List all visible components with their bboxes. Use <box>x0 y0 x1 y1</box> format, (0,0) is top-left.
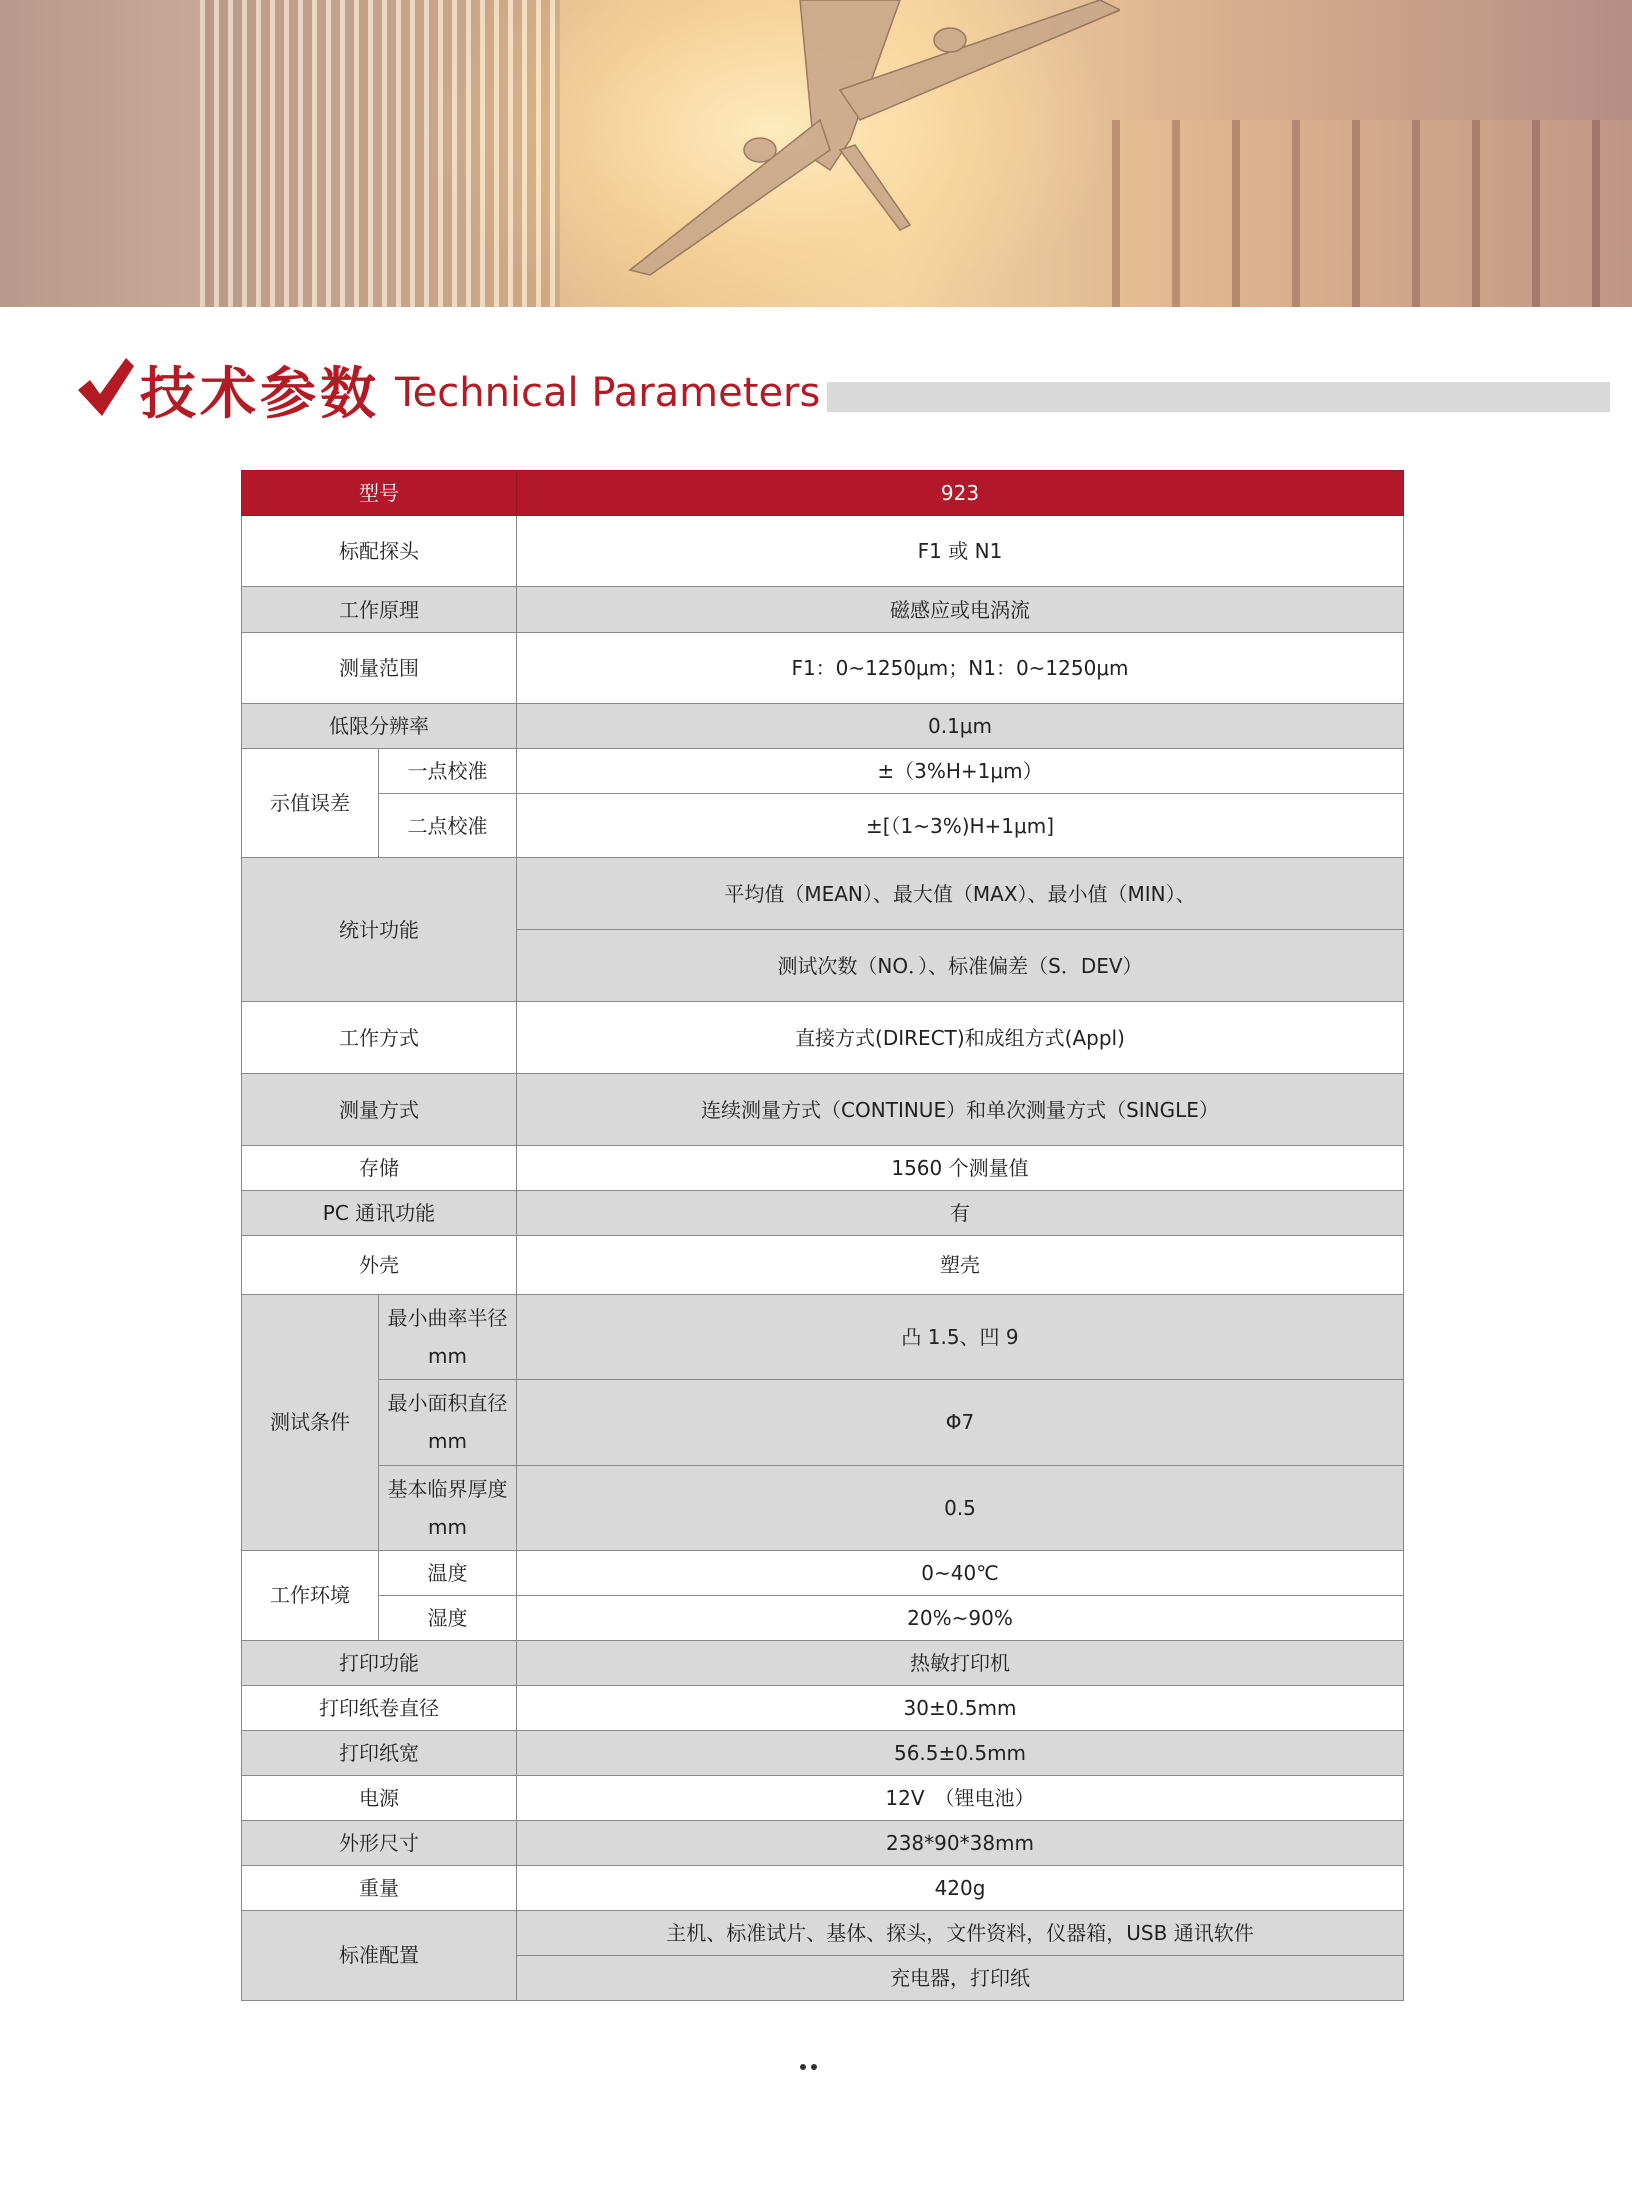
table-row <box>242 633 1404 704</box>
print-label: 打印功能 <box>242 1640 517 1685</box>
title-divider-bar <box>827 382 1610 412</box>
banner-container-stripes <box>200 0 560 307</box>
table-row <box>242 1775 1404 1820</box>
work-mode-value: 直接方式(DIRECT)和成组方式(Appl) <box>517 1002 1404 1074</box>
table-row <box>242 1191 1404 1236</box>
table-row <box>242 1865 1404 1910</box>
title-english: Technical Parameters <box>395 370 821 416</box>
pc-value: 有 <box>517 1191 1404 1236</box>
table-row <box>242 1074 1404 1146</box>
size-value: 238*90*38mm <box>517 1820 1404 1865</box>
temp-label: 温度 <box>379 1550 517 1595</box>
table-row <box>242 1465 1404 1550</box>
work-mode-label: 工作方式 <box>242 1002 517 1074</box>
error-one-label: 一点校准 <box>379 749 517 794</box>
weight-label: 重量 <box>242 1865 517 1910</box>
spec-table <box>241 470 1404 2001</box>
table-row <box>242 704 1404 749</box>
table-row <box>242 1730 1404 1775</box>
power-label: 电源 <box>242 1775 517 1820</box>
table-row <box>242 1236 1404 1295</box>
stats-label: 统计功能 <box>242 858 517 1002</box>
banner-port-cranes <box>1112 120 1632 307</box>
config-value-2: 充电器，打印纸 <box>517 1955 1404 2000</box>
pc-label: PC 通讯功能 <box>242 1191 517 1236</box>
stats-value-2: 测试次数（NO．）、标准偏差（S．DEV） <box>517 930 1404 1002</box>
header-banner-image <box>0 0 1632 307</box>
thick-value: 0.5 <box>517 1465 1404 1550</box>
probe-value: F1 或 N1 <box>517 516 1404 587</box>
area-value: Φ7 <box>517 1380 1404 1465</box>
config-value-1: 主机、标准试片、基体、探头，文件资料，仪器箱，USB 通讯软件 <box>517 1910 1404 1955</box>
area-label: 最小面积直径mm <box>379 1380 517 1465</box>
table-row <box>242 1380 1404 1465</box>
table-row <box>242 1640 1404 1685</box>
power-value: 12V （锂电池） <box>517 1775 1404 1820</box>
weight-value: 420g <box>517 1865 1404 1910</box>
storage-value: 1560 个测量值 <box>517 1146 1404 1191</box>
measure-mode-label: 测量方式 <box>242 1074 517 1146</box>
curv-value: 凸 1.5、凹 9 <box>517 1295 1404 1380</box>
probe-label: 标配探头 <box>242 516 517 587</box>
case-label: 外壳 <box>242 1236 517 1295</box>
resolution-label: 低限分辨率 <box>242 704 517 749</box>
model-label: 型号 <box>242 471 517 516</box>
paper-width-value: 56.5±0.5mm <box>517 1730 1404 1775</box>
table-row <box>242 1910 1404 1955</box>
table-row <box>242 1295 1404 1380</box>
error-label: 示值误差 <box>242 749 379 858</box>
print-value: 热敏打印机 <box>517 1640 1404 1685</box>
error-two-label: 二点校准 <box>379 794 517 858</box>
test-cond-label: 测试条件 <box>242 1295 379 1550</box>
airplane-icon <box>600 0 1120 300</box>
measure-mode-value: 连续测量方式（CONTINUE）和单次测量方式（SINGLE） <box>517 1074 1404 1146</box>
range-label: 测量范围 <box>242 633 517 704</box>
table-row <box>242 858 1404 930</box>
roll-value: 30±0.5mm <box>517 1685 1404 1730</box>
resolution-value: 0.1μm <box>517 704 1404 749</box>
env-label: 工作环境 <box>242 1550 379 1640</box>
page-dots-icon <box>800 2055 830 2065</box>
section-title <box>0 340 1632 440</box>
model-value: 923 <box>517 471 1404 516</box>
table-row <box>242 1550 1404 1595</box>
config-label: 标准配置 <box>242 1910 517 2000</box>
error-one-value: ±（3%H+1μm） <box>517 749 1404 794</box>
temp-value: 0~40℃ <box>517 1550 1404 1595</box>
size-label: 外形尺寸 <box>242 1820 517 1865</box>
principle-label: 工作原理 <box>242 587 517 633</box>
title-chinese: 技术参数 <box>140 362 380 427</box>
hum-value: 20%~90% <box>517 1595 1404 1640</box>
curv-label: 最小曲率半径mm <box>379 1295 517 1380</box>
error-two-value: ±[（1~3%)H+1μm] <box>517 794 1404 858</box>
thick-label: 基本临界厚度mm <box>379 1465 517 1550</box>
table-header-row <box>242 471 1404 516</box>
table-row <box>242 1820 1404 1865</box>
table-row <box>242 1146 1404 1191</box>
principle-value: 磁感应或电涡流 <box>517 587 1404 633</box>
paper-width-label: 打印纸宽 <box>242 1730 517 1775</box>
roll-label: 打印纸卷直径 <box>242 1685 517 1730</box>
table-row <box>242 794 1404 858</box>
table-row <box>242 516 1404 587</box>
table-row <box>242 1685 1404 1730</box>
table-row <box>242 587 1404 633</box>
case-value: 塑壳 <box>517 1236 1404 1295</box>
hum-label: 湿度 <box>379 1595 517 1640</box>
stats-value-1: 平均值（MEAN）、最大值（MAX）、最小值（MIN）、 <box>517 858 1404 930</box>
table-row <box>242 1002 1404 1074</box>
table-row <box>242 749 1404 794</box>
storage-label: 存储 <box>242 1146 517 1191</box>
range-value: F1：0~1250μm；N1：0~1250μm <box>517 633 1404 704</box>
table-row <box>242 1595 1404 1640</box>
checkmark-icon <box>76 358 134 416</box>
